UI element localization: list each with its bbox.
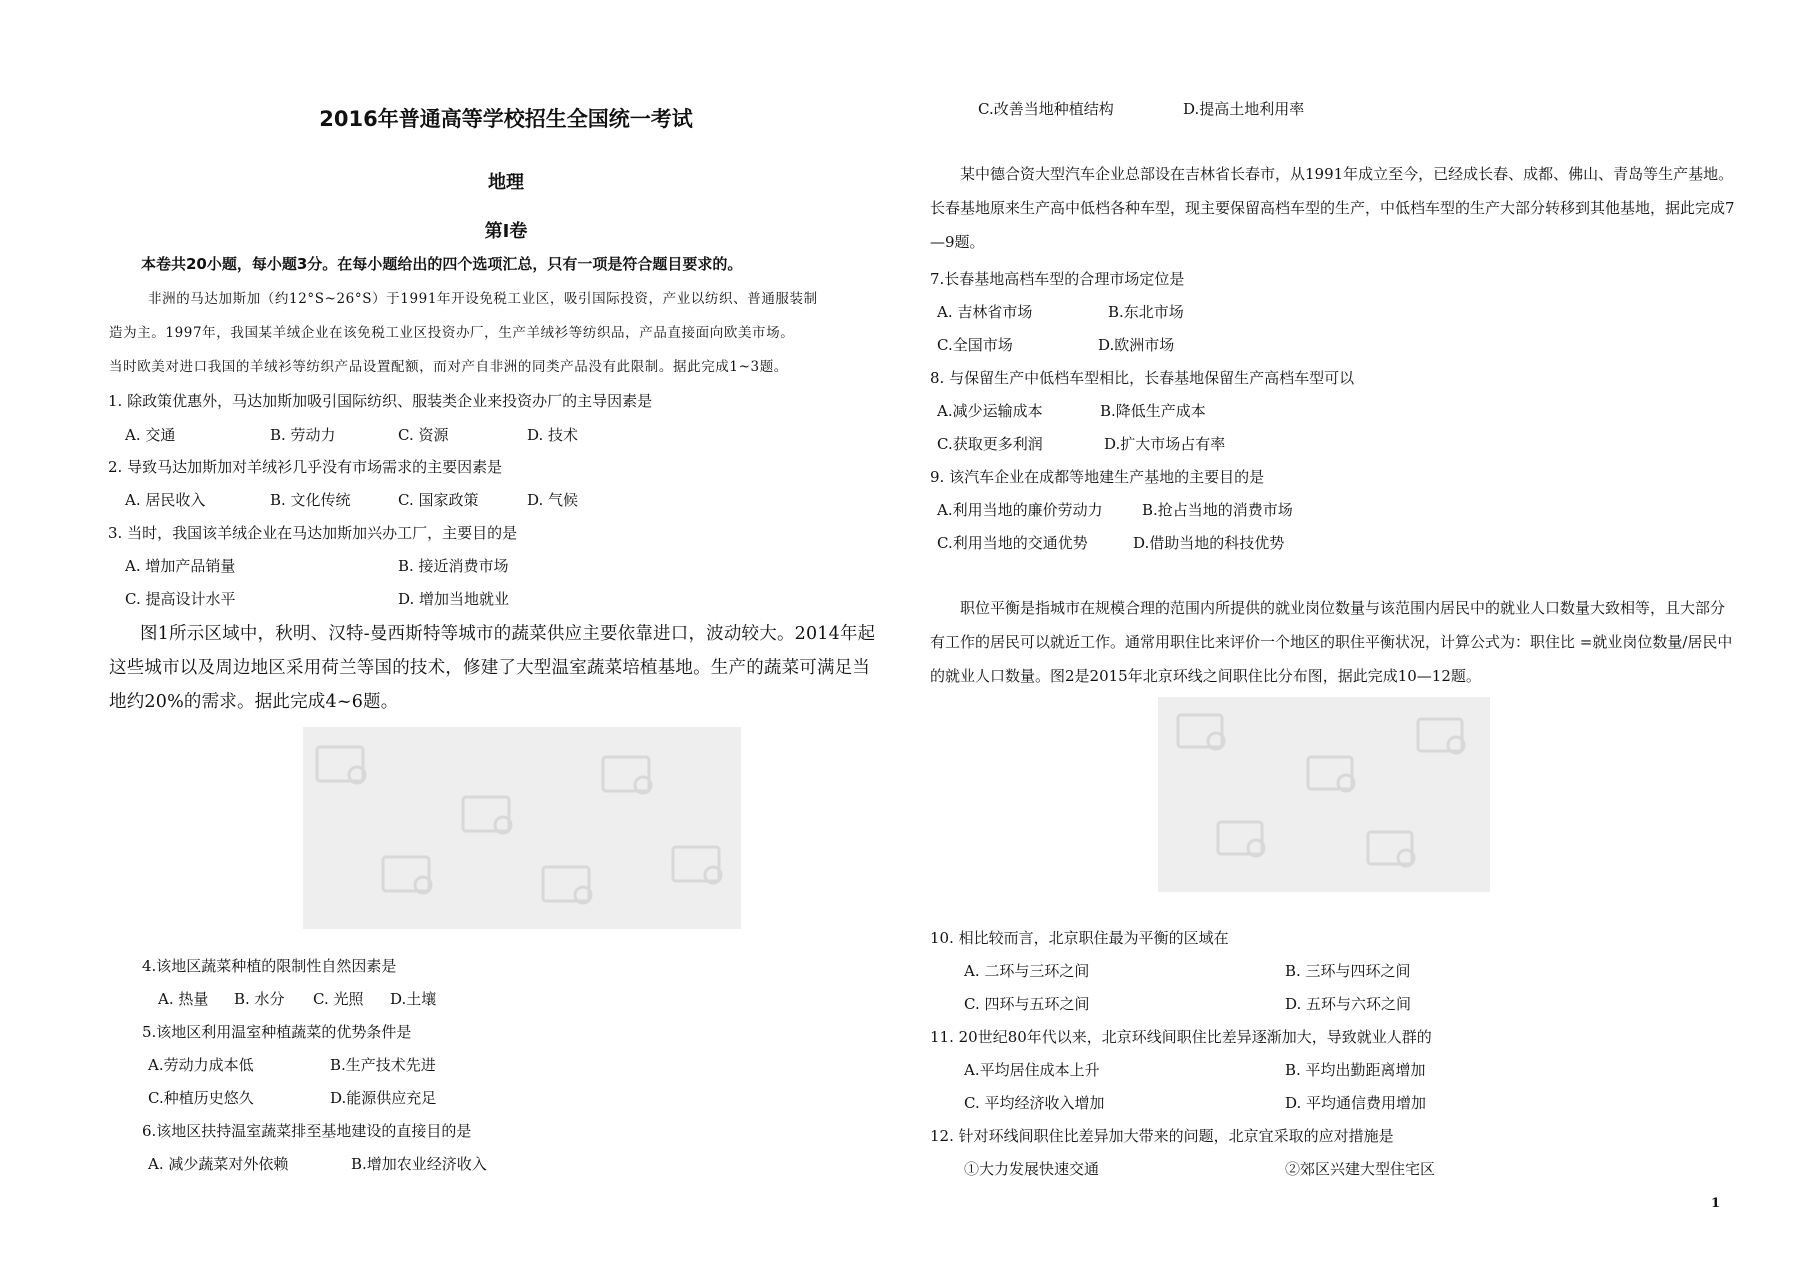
option: D.借助当地的科技优势 <box>1133 534 1285 552</box>
image-placeholder-icon <box>1158 697 1490 892</box>
option: A.减少运输成本 <box>937 402 1043 420</box>
question-stem: 1. 除政策优惠外，马达加斯加吸引国际纺织、服装类企业来投资办厂的主导因素是 <box>108 392 653 410</box>
passage4 <box>930 591 1736 693</box>
question-stem: 4.该地区蔬菜种植的限制性自然因素是 <box>142 957 397 975</box>
option: D.扩大市场占有率 <box>1104 435 1226 453</box>
question-stem: 11. 20世纪80年代以来，北京环线间职住比差异逐渐加大，导致就业人群的 <box>930 1028 1432 1046</box>
option: A. 二环与三环之间 <box>964 962 1090 980</box>
option: A. 热量 <box>158 990 209 1008</box>
option: A. 减少蔬菜对外依赖 <box>148 1155 289 1173</box>
option: B. 水分 <box>234 990 285 1008</box>
option: A.利用当地的廉价劳动力 <box>937 501 1103 519</box>
question-stem: 10. 相比较而言，北京职住最为平衡的区域在 <box>930 929 1229 947</box>
question-stem: 6.该地区扶持温室蔬菜排至基地建设的直接目的是 <box>142 1122 472 1140</box>
option: C. 平均经济收入增加 <box>964 1094 1105 1112</box>
option: C. 光照 <box>313 990 364 1008</box>
option: B.生产技术先进 <box>330 1056 436 1074</box>
passage2-line: 图1所示区域中，秋明、汉特-曼西斯特等城市的蔬菜供应主要依靠进口，波动较大。2014年起 <box>140 624 876 644</box>
question-stem: 3. 当时，我国该羊绒企业在马达加斯加兴办工厂，主要目的是 <box>108 524 518 542</box>
question-stem: 5.该地区利用温室种植蔬菜的优势条件是 <box>142 1023 412 1041</box>
image-placeholder-icon <box>303 727 741 929</box>
option: C.改善当地种植结构 <box>978 100 1114 118</box>
passage4-text: 职位平衡是指城市在规模合理的范围内所提供的就业岗位数量与该范围内居民中的就业人口数量大致相等，且大部分有工作的居民可以就近工作。通常用职住比来评价一个地区的职住平衡状况，计算公式为：职住比 =就业岗位数量/居民中的就业人口数量。图2是2015年北京环线之间职住比分布图，据此完成10—12题。 <box>930 599 1733 685</box>
option: B. 平均出勤距离增加 <box>1285 1061 1426 1079</box>
subject-title: 地理 <box>488 172 524 193</box>
option: D.土壤 <box>390 990 437 1008</box>
passage3-text: 某中德合资大型汽车企业总部设在吉林省长春市，从1991年成立至今，已经成长春、成都、佛山、青岛等生产基地。长春基地原来生产高中低档各种车型，现主要保留高档车型的生产，中低档车型的生产大部分转移到其他基地，据此完成7—9题。 <box>930 165 1735 251</box>
option: B. 接近消费市场 <box>398 557 509 575</box>
option: D. 平均通信费用增加 <box>1285 1094 1427 1112</box>
question-stem: 9. 该汽车企业在成都等地建生产基地的主要目的是 <box>930 468 1265 486</box>
passage1-line: 造为主。1997年，我国某羊绒企业在该免税工业区投资办厂，生产羊绒衫等纺织品，产品直接面向欧美市场。 <box>109 325 795 341</box>
option: A. 吉林省市场 <box>937 303 1033 321</box>
instruction: 本卷共20小题，每小题3分。在每小题给出的四个选项汇总，只有一项是符合题目要求的。 <box>141 255 743 273</box>
passage2-line: 地约20%的需求。据此完成4~6题。 <box>109 692 399 712</box>
option: A.平均居住成本上升 <box>964 1061 1100 1079</box>
option: B.增加农业经济收入 <box>351 1155 487 1173</box>
exam-title: 2016年普通高等学校招生全国统一考试 <box>319 107 693 131</box>
question-stem: 12. 针对环线间职住比差异加大带来的问题，北京宜采取的应对措施是 <box>930 1127 1394 1145</box>
question-stem: 8. 与保留生产中低档车型相比，长春基地保留生产高档车型可以 <box>930 369 1355 387</box>
option: C.种植历史悠久 <box>148 1089 254 1107</box>
option: A. 居民收入 <box>125 491 206 509</box>
option: C. 国家政策 <box>398 491 479 509</box>
option: B. 文化传统 <box>270 491 351 509</box>
passage3 <box>930 157 1736 259</box>
section-title: 第Ⅰ卷 <box>484 221 528 242</box>
option: D.欧洲市场 <box>1098 336 1175 354</box>
option: C.利用当地的交通优势 <box>937 534 1088 552</box>
question-stem: 7.长春基地高档车型的合理市场定位是 <box>930 270 1185 288</box>
option: B.抢占当地的消费市场 <box>1142 501 1293 519</box>
option: B. 三环与四环之间 <box>1285 962 1411 980</box>
option: A.劳动力成本低 <box>148 1056 254 1074</box>
option: A. 交通 <box>125 426 176 444</box>
option: D.提高土地利用率 <box>1183 100 1305 118</box>
option: D. 技术 <box>527 426 579 444</box>
option: C.全国市场 <box>937 336 1013 354</box>
option: C. 四环与五环之间 <box>964 995 1090 1013</box>
option: ①大力发展快速交通 <box>964 1160 1100 1178</box>
figure1-placeholder-image <box>303 727 741 929</box>
option: D. 五环与六环之间 <box>1285 995 1412 1013</box>
option: D. 气候 <box>527 491 579 509</box>
option: D. 增加当地就业 <box>398 590 510 608</box>
option: C. 提高设计水平 <box>125 590 236 608</box>
question-stem: 2. 导致马达加斯加对羊绒衫几乎没有市场需求的主要因素是 <box>108 458 503 476</box>
option: C. 资源 <box>398 426 449 444</box>
page-number: 1 <box>1711 1196 1721 1211</box>
passage1-line: 当时欧美对进口我国的羊绒衫等纺织产品设置配额，而对产自非洲的同类产品没有此限制。据此完成1~3题。 <box>109 359 788 375</box>
passage1-line: 非洲的马达加斯加（约12°S~26°S）于1991年开设免税工业区，吸引国际投资，产业以纺织、普通服装制 <box>148 291 818 307</box>
option: B.东北市场 <box>1108 303 1184 321</box>
passage2-line: 这些城市以及周边地区采用荷兰等国的技术，修建了大型温室蔬菜培植基地。生产的蔬菜可满足当 <box>109 658 871 678</box>
option: C.获取更多利润 <box>937 435 1043 453</box>
option: ②郊区兴建大型住宅区 <box>1285 1160 1436 1178</box>
option: B. 劳动力 <box>270 426 336 444</box>
option: D.能源供应充足 <box>330 1089 437 1107</box>
option: B.降低生产成本 <box>1100 402 1206 420</box>
option: A. 增加产品销量 <box>125 557 236 575</box>
figure2-placeholder-image <box>1158 697 1490 892</box>
